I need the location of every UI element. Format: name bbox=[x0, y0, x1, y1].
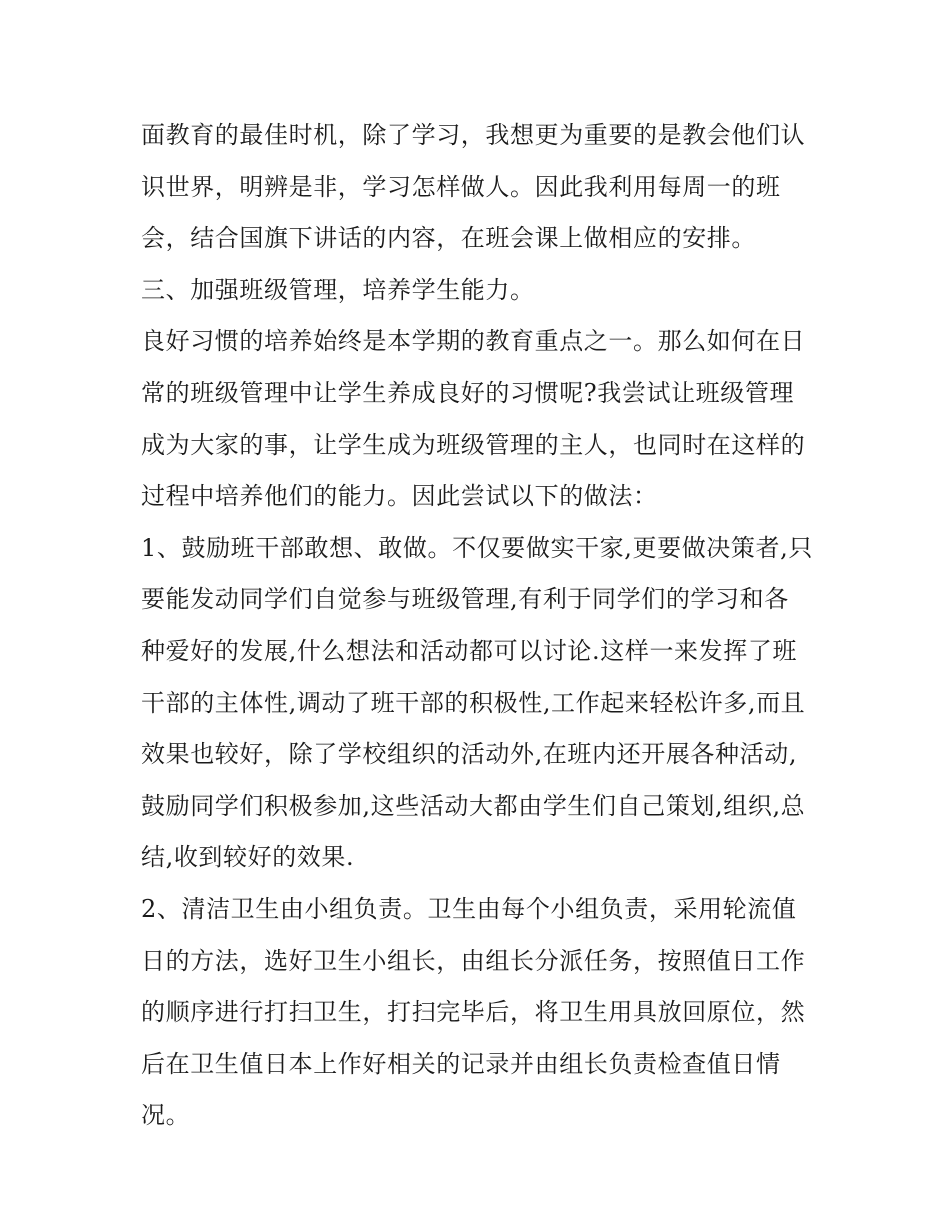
text-line: 种爱好的发展,什么想法和活动都可以讨论.这样一来发挥了班 bbox=[141, 636, 798, 665]
text-line: 干部的主体性,调动了班干部的积极性,工作起来轻松许多,而且 bbox=[141, 688, 806, 717]
text-line: 要能发动同学们自觉参与班级管理,有利于同学们的学习和各 bbox=[141, 585, 789, 614]
text-line: 过程中培养他们的能力。因此尝试以下的做法： bbox=[141, 482, 658, 511]
list-item-1-line: 1、鼓励班干部敢想、敢做。不仅要做实干家,更要做决策者,只 bbox=[141, 533, 813, 562]
text-line: 鼓励同学们积极参加,这些活动大都由学生们自己策划,组织,总 bbox=[141, 791, 806, 820]
section-heading: 三、加强班级管理，培养学生能力。 bbox=[141, 275, 535, 304]
body-text bbox=[141, 110, 821, 1142]
text-line: 的顺序进行打扫卫生，打扫完毕后，将卫生用具放回原位，然 bbox=[141, 998, 806, 1027]
text-line: 识世界，明辨是非，学习怎样做人。因此我利用每周一的班 bbox=[141, 172, 781, 201]
list-item-2-line: 2、清洁卫生由小组负责。卫生由每个小组负责，采用轮流值 bbox=[141, 894, 797, 923]
text-line: 日的方法，选好卫生小组长，由组长分派任务，按照值日工作 bbox=[141, 946, 806, 975]
text-line: 常的班级管理中让学生养成良好的习惯呢?我尝试让班级管理 bbox=[141, 378, 795, 407]
text-line: 后在卫生值日本上作好相关的记录并由组长负责检查值日情 bbox=[141, 1049, 781, 1078]
text-line: 会，结合国旗下讲话的内容，在班会课上做相应的安排。 bbox=[141, 224, 756, 253]
text-line: 良好习惯的培养始终是本学期的教育重点之一。那么如何在日 bbox=[141, 327, 806, 356]
text-line: 结,收到较好的效果. bbox=[141, 843, 355, 872]
text-line: 面教育的最佳时机，除了学习，我想更为重要的是教会他们认 bbox=[141, 121, 806, 149]
text-line: 况。 bbox=[141, 1101, 191, 1130]
text-line: 效果也较好，除了学校组织的活动外,在班内还开展各种活动, bbox=[141, 740, 798, 769]
text-line: 成为大家的事，让学生成为班级管理的主人，也同时在这样的 bbox=[141, 430, 806, 459]
